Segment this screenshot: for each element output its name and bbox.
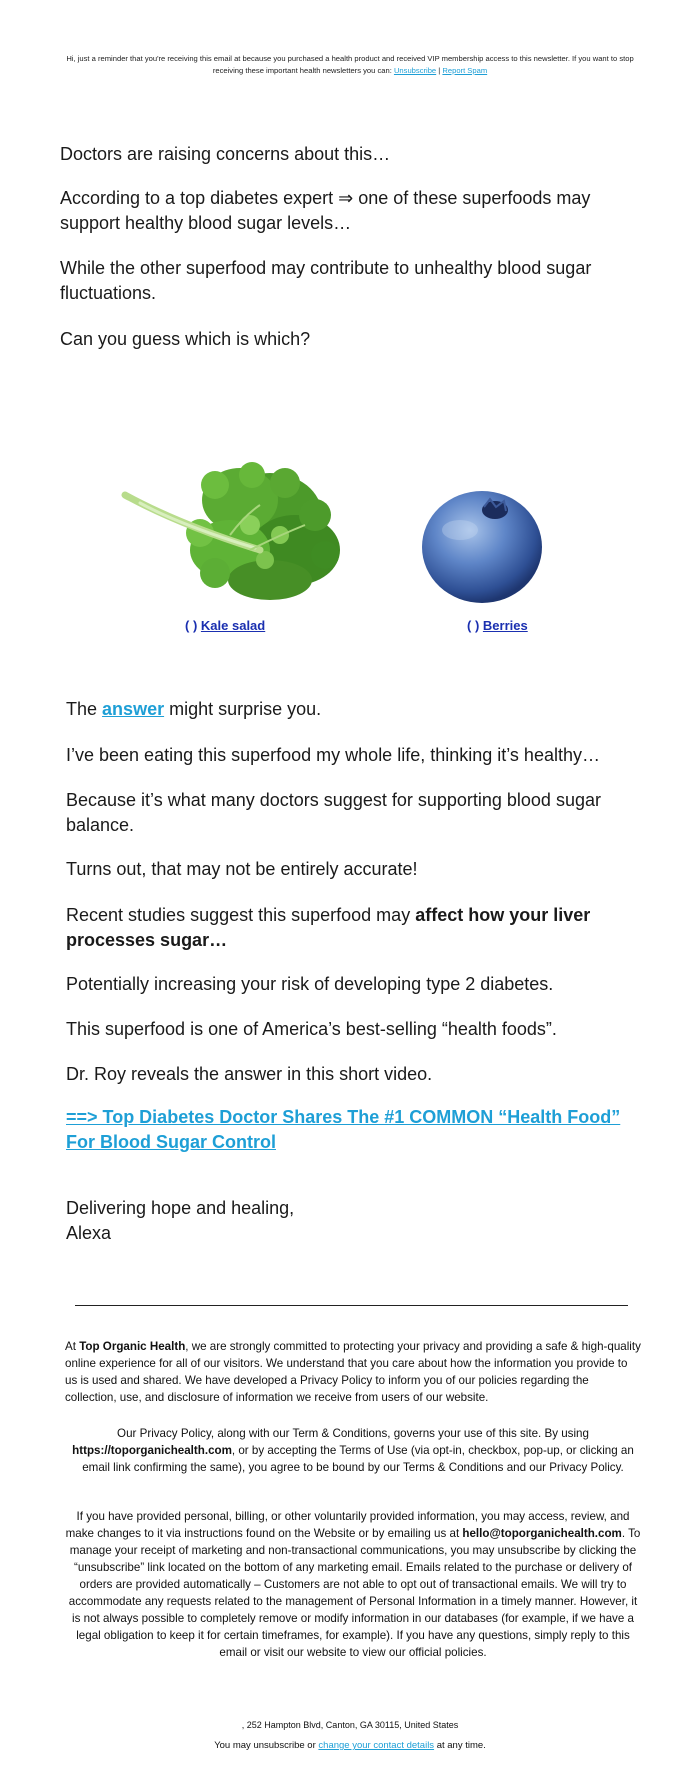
berries-option[interactable]: [467, 618, 528, 633]
body-paragraph-2: I’ve been eating this superfood my whole life, thinking it’s healthy…: [66, 745, 600, 765]
contact-email: hello@toporganichealth.com: [462, 1527, 622, 1540]
privacy-p3-pre: If you have provided personal, billing, or other voluntarily provided information, you may access, review, and make changes to it via instructions found on the Website or by emailing us at: [65, 1510, 630, 1540]
kale-salad-link[interactable]: Kale salad: [200, 618, 266, 633]
postal-address: , 252 Hampton Blvd, Canton, GA 30115, United States: [241, 1720, 459, 1730]
privacy-p1-post: , we are strongly committed to protecting your privacy and providing a safe & high-quality online experience for all of our visitors. We understand that you care about how the information you provide to us is used and shared. We have developed a Privacy Policy to inform you of our policies regarding the collection, use, and disclosure of information we receive from users of our website.: [65, 1340, 641, 1404]
privacy-paragraph-1: [65, 1338, 641, 1406]
body-paragraph-5: [66, 903, 636, 953]
berries-image[interactable]: [420, 485, 545, 605]
report-spam-link[interactable]: Report Spam: [442, 66, 488, 75]
privacy-paragraph-3: [65, 1508, 641, 1661]
change-contact-details-link[interactable]: change your contact details: [318, 1740, 435, 1751]
privacy-p2-post: , or by accepting the Terms of Use (via opt-in, checkbox, pop-up, or clicking an email link confirming the same), you agree to be bound by our Terms & Conditions and our Privacy Policy.: [82, 1444, 634, 1474]
cta-container: [66, 1105, 646, 1155]
privacy-p3-post: . To manage your receipt of marketing and non-transactional communications, you may unsubscribe by clicking the “unsubscribe” link located on the bottom of any marketing email. Emails related to the purchase or delivery of orders are provided automatically – Customers are not able to opt out of transactional emails. We will try to accommodate any requests related to the management of Personal Information in a timely manner. However, it is not always possible to completely remove or modify information in our databases (for example, if we have a legal obligation to keep it for certain timeframes, for example). If you have any questions, simply reply to this email or visit our website to view our official policies.: [68, 1527, 641, 1659]
privacy-p2-pre: Our Privacy Policy, along with our Term & Conditions, governs your use of this site. By using: [117, 1427, 589, 1440]
privacy-p1-pre: At: [65, 1340, 76, 1353]
cta-link[interactable]: ==> Top Diabetes Doctor Shares The #1 COMMON “Health Food” For Blood Sugar Control: [66, 1107, 621, 1152]
company-name: Top Organic Health: [79, 1340, 186, 1353]
body-paragraph-3: Because it’s what many doctors suggest for supporting blood sugar balance.: [66, 790, 601, 835]
body-paragraph-7: This superfood is one of America’s best-selling “health foods”.: [66, 1019, 557, 1039]
kale-salad-option[interactable]: [185, 618, 265, 633]
kale-radio[interactable]: ( ): [185, 618, 198, 633]
signoff: [66, 1196, 294, 1246]
intro-paragraph-2: According to a top diabetes expert ⇒ one of these superfoods may support healthy blood sugar levels…: [60, 188, 591, 233]
footer-divider: [75, 1305, 628, 1306]
berries-radio[interactable]: ( ): [467, 618, 480, 633]
unsub-post: at any time.: [436, 1740, 486, 1751]
intro-paragraph-1: Doctors are raising concerns about this…: [60, 144, 391, 164]
signoff-line-1: Delivering hope and healing,: [66, 1198, 295, 1218]
unsubscribe-link[interactable]: Unsubscribe: [393, 66, 437, 75]
answer-link[interactable]: answer: [102, 699, 165, 719]
reminder-notice: [60, 53, 640, 77]
intro-paragraph-3: While the other superfood may contribute to unhealthy blood sugar fluctuations.: [60, 258, 592, 303]
body-paragraph-4: Turns out, that may not be entirely accurate!: [66, 859, 418, 879]
kale-salad-image[interactable]: [120, 455, 345, 607]
privacy-paragraph-2: [65, 1425, 641, 1476]
unsub-pre: You may unsubscribe or: [214, 1740, 316, 1751]
answer-post-text: might surprise you.: [169, 699, 322, 719]
unsubscribe-footer: [60, 1740, 640, 1751]
website-url: https://toporganichealth.com: [72, 1444, 232, 1457]
answer-paragraph: [66, 697, 636, 722]
answer-pre-text: The: [66, 699, 98, 719]
link-separator: |: [438, 66, 441, 75]
signoff-name: Alexa: [66, 1223, 112, 1243]
berries-link[interactable]: Berries: [482, 618, 528, 633]
body-paragraph-5-text: Recent studies suggest this superfood may: [66, 905, 411, 925]
intro-paragraph-4: Can you guess which is which?: [60, 329, 311, 349]
body-paragraph-6: Potentially increasing your risk of developing type 2 diabetes.: [66, 974, 554, 994]
body-paragraph-8: Dr. Roy reveals the answer in this short video.: [66, 1064, 433, 1084]
reminder-text: Hi, just a reminder that you're receiving this email at because you purchased a health product and received VIP membership access to this newsletter. If you want to stop receiving these important health newsletters you can:: [66, 54, 634, 75]
body-paragraph-5-bold: affect how your liver processes sugar…: [66, 905, 591, 950]
